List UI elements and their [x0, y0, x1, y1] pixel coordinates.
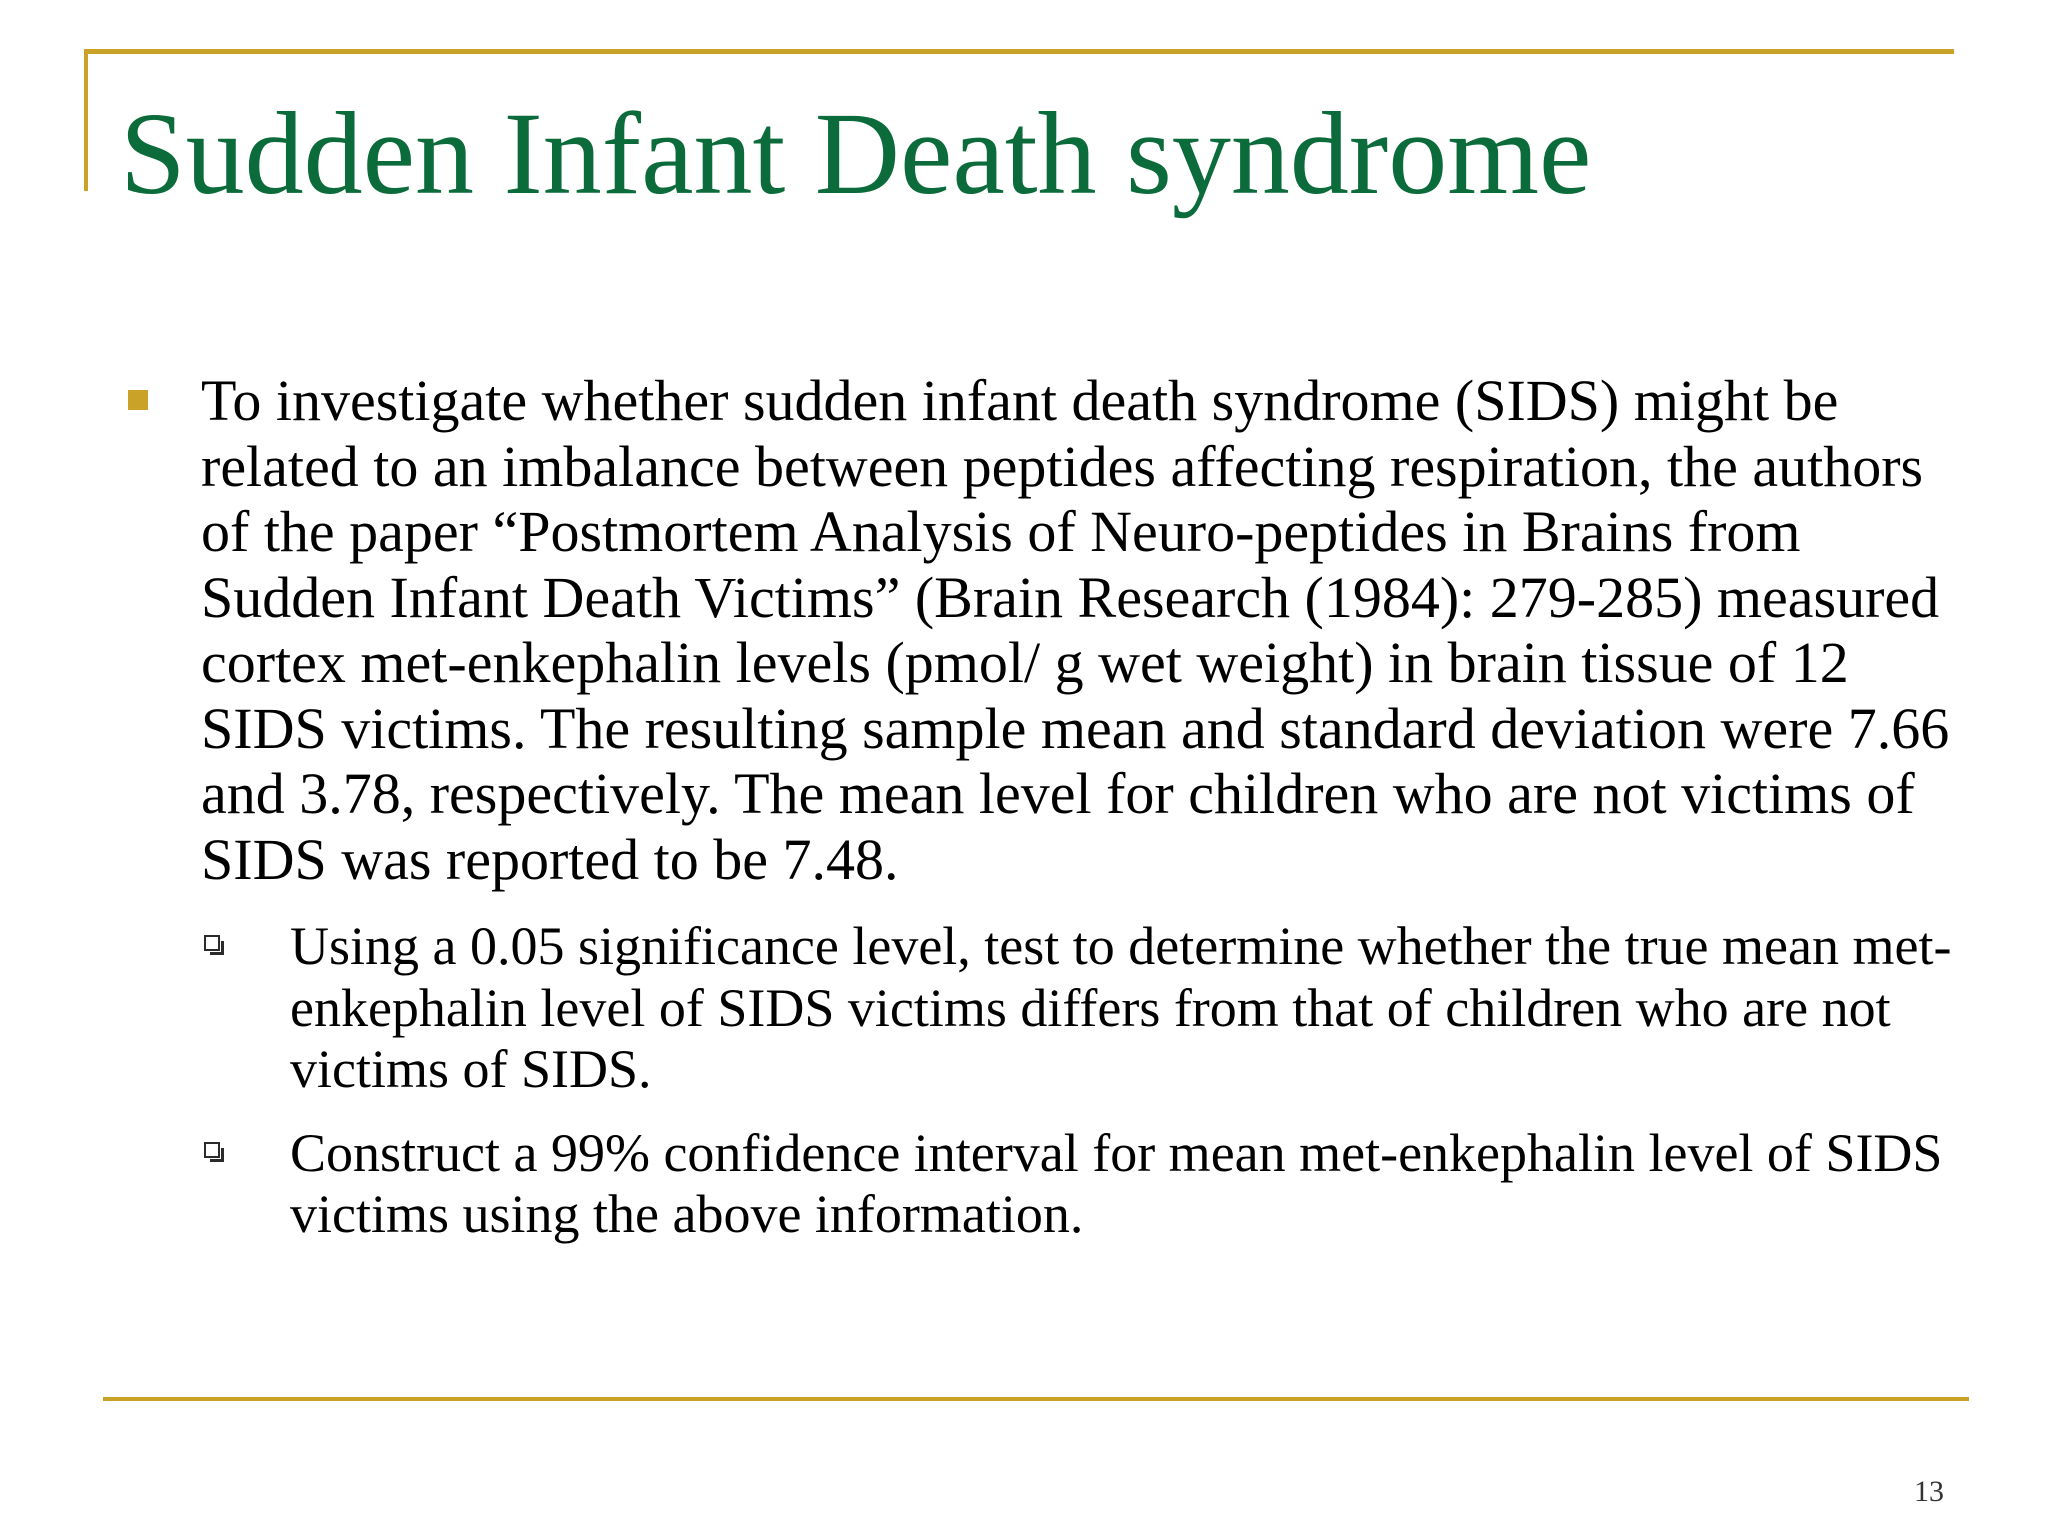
sub-bullet-text: Using a 0.05 significance level, test to determine whether the true mean met-enkephalin level of SIDS victims differs from that of children who are not victims of SIDS.	[290, 916, 1952, 1099]
main-bullet-item	[126, 368, 1966, 892]
hollow-square-bullet-icon	[204, 1142, 220, 1158]
sub-bullet-list	[126, 916, 1966, 1246]
slide-title: Sudden Infant Death syndrome	[120, 88, 1592, 219]
bottom-divider-line	[103, 1397, 1969, 1401]
left-accent-line	[84, 49, 88, 191]
hollow-square-bullet-icon	[204, 935, 220, 951]
sub-bullet-item	[290, 916, 1966, 1101]
slide-body	[126, 368, 1966, 1268]
page-number: 13	[1914, 1475, 1944, 1508]
top-divider-line	[84, 49, 1954, 54]
square-bullet-icon	[128, 390, 148, 410]
sub-bullet-text: Construct a 99% confidence interval for mean met-enkephalin level of SIDS victims using the above information.	[290, 1122, 1943, 1244]
sub-bullet-item	[290, 1123, 1966, 1246]
main-bullet-text: To investigate whether sudden infant death syndrome (SIDS) might be related to an imbalance between peptides affecting respiration, the authors of the paper “Postmortem Analysis of Neuro-peptides in Brains from Sudden Infant Death Victims” (Brain Research (1984): 279-285) measured cortex met-enkephalin levels (pmol/ g wet weight) in brain tissue of 12 SIDS victims. The resulting sample mean and standard deviation were 7.66 and 3.78, respectively. The mean level for children who are not victims of SIDS was reported to be 7.48.	[201, 368, 1950, 892]
